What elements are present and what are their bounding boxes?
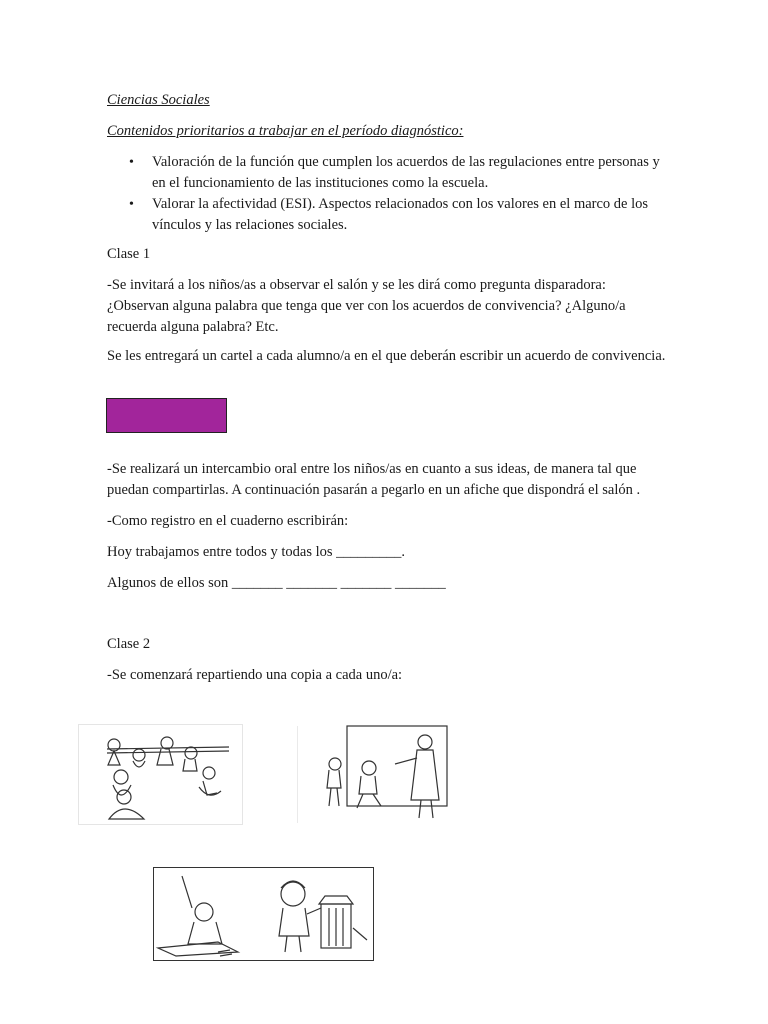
children-playing-illustration: [78, 724, 243, 825]
list-item: • Valorar la afectividad (ESI). Aspectos relacionados con los valores en el marco de los vínculos y las relaciones sociales.: [129, 196, 649, 233]
class2-paragraph-1: -Se comenzará repartiendo una copia a cada uno/a:: [107, 667, 403, 683]
class1-title: Clase 1: [107, 246, 151, 262]
class1-paragraph-5: Hoy trabajamos entre todos y todas los _________.: [107, 544, 406, 560]
subject-title: Ciencias Sociales: [107, 92, 210, 108]
contents-heading: Contenidos prioritarios a trabajar en el período diagnóstico:: [107, 123, 464, 139]
child-trash-bin-illustration: [263, 867, 374, 961]
class1-paragraph-6: Algunos de ellos son _______ _______ _______ _______: [107, 575, 446, 591]
bullet-icon: •: [129, 197, 134, 212]
class1-paragraph-3: -Se realizará un intercambio oral entre los niños/as en cuanto a sus ideas, de manera tal que puedan compartirlas. A continuación pasarán a pegarlo en un afiche que dispondrá el salón .: [107, 461, 641, 498]
bullet-icon: •: [129, 155, 134, 170]
contents-list: [107, 152, 667, 236]
class2-title: Clase 2: [107, 636, 151, 652]
cartel-sample: [106, 398, 227, 433]
class1-paragraph-1: -Se invitará a los niños/as a observar el salón y se les dirá como pregunta disparadora: ¿Observan alguna palabra que tenga que ver con los acuerdos de convivencia? ¿Alguno/a recuerda alguna palabra? Etc.: [107, 277, 626, 335]
class1-paragraph-2: Se les entregará un cartel a cada alumno/a en el que deberán escribir un acuerdo de convivencia.: [107, 348, 666, 364]
teacher-children-illustration: [297, 724, 449, 823]
list-item: • Valoración de la función que cumplen los acuerdos de las regulaciones entre personas y en el funcionamiento de las instituciones como la escuela.: [129, 154, 660, 191]
class1-paragraph-4: -Como registro en el cuaderno escribirán:: [107, 513, 349, 529]
child-raising-hand-illustration: [153, 867, 265, 961]
